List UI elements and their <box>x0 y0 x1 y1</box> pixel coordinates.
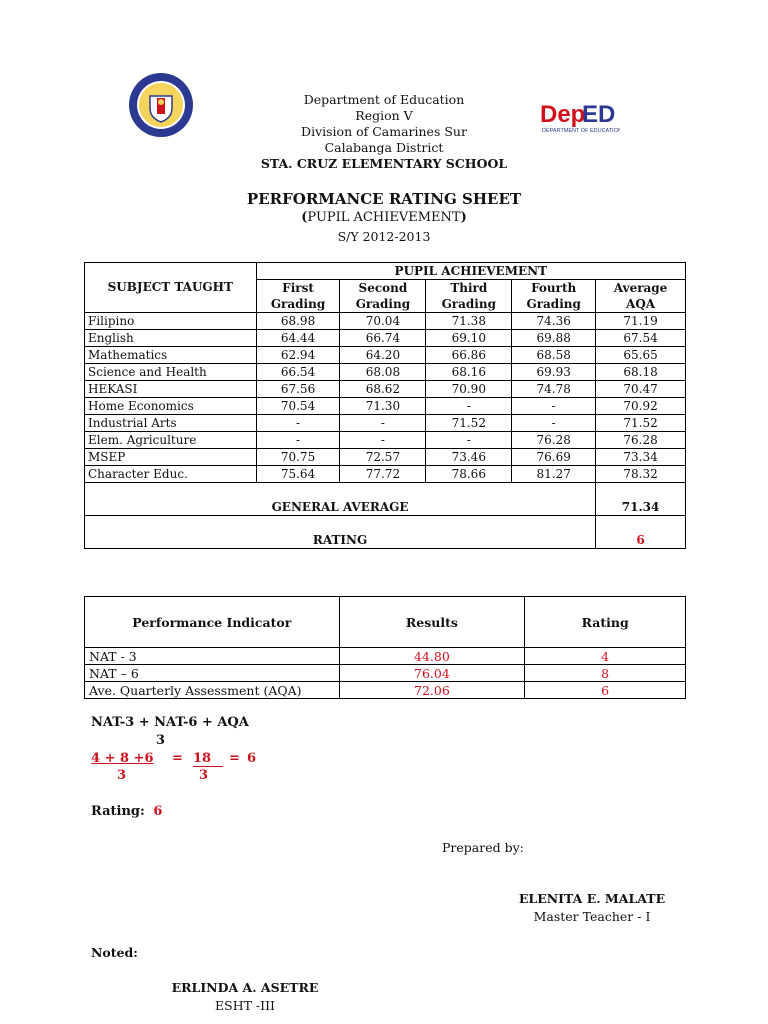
grade-cell: - <box>512 415 596 432</box>
rating-cell: 6 <box>525 682 686 699</box>
grade-cell: 78.32 <box>596 466 686 483</box>
subject-cell: English <box>85 330 257 347</box>
indicator-cell: Ave. Quarterly Assessment (AQA) <box>85 682 340 699</box>
col-header-third-l1: Third <box>426 280 512 297</box>
result-cell: 72.06 <box>339 682 525 699</box>
grade-cell: 68.18 <box>596 364 686 381</box>
deped-wordmark-ed: ED <box>582 101 616 128</box>
results-header: Results <box>339 597 525 648</box>
grade-cell: 71.38 <box>426 313 512 330</box>
table-row <box>85 665 686 682</box>
pupil-achievement-table <box>84 262 686 549</box>
grade-cell: 72.57 <box>340 449 426 466</box>
col-header-first-l2: Grading <box>256 296 340 313</box>
grade-cell: 69.88 <box>512 330 596 347</box>
grade-cell: 81.27 <box>512 466 596 483</box>
rating-value: 6 <box>596 516 686 549</box>
grade-cell: 64.44 <box>256 330 340 347</box>
final-rating <box>91 804 162 819</box>
header-school: STA. CRUZ ELEMENTARY SCHOOL <box>260 156 508 171</box>
subject-cell: Elem. Agriculture <box>85 432 257 449</box>
grade-cell: 70.90 <box>426 381 512 398</box>
subject-cell: Science and Health <box>85 364 257 381</box>
preparer-name: ELENITA E. MALATE <box>518 891 666 906</box>
col-header-average-l2: AQA <box>596 296 686 313</box>
table-row <box>85 415 686 432</box>
grade-cell: - <box>340 415 426 432</box>
table-row <box>85 648 686 665</box>
grade-cell: 76.28 <box>596 432 686 449</box>
grade-cell: 67.56 <box>256 381 340 398</box>
grade-cell: 77.72 <box>340 466 426 483</box>
grade-cell: 76.69 <box>512 449 596 466</box>
col-header-fourth-l2: Grading <box>512 296 596 313</box>
col-header-second-l2: Grading <box>340 296 426 313</box>
grade-cell: 68.08 <box>340 364 426 381</box>
subject-cell: Mathematics <box>85 347 257 364</box>
grade-cell: - <box>426 432 512 449</box>
grade-cell: 71.52 <box>596 415 686 432</box>
calc-sum: 4 + 8 +6 <box>91 751 154 766</box>
grade-cell: 68.16 <box>426 364 512 381</box>
calc-denominator-1: 3 <box>117 768 127 783</box>
grade-cell: 68.58 <box>512 347 596 364</box>
col-header-average-l1: Average <box>596 280 686 297</box>
table-row <box>85 432 686 449</box>
rating-cell: 8 <box>525 665 686 682</box>
final-rating-label: Rating: <box>91 804 145 819</box>
table-row <box>85 381 686 398</box>
subject-cell: Industrial Arts <box>85 415 257 432</box>
grade-cell: 74.36 <box>512 313 596 330</box>
prepared-by-label: Prepared by: <box>442 840 524 855</box>
grade-cell: 66.54 <box>256 364 340 381</box>
result-cell: 44.80 <box>339 648 525 665</box>
indicator-cell: NAT – 6 <box>85 665 340 682</box>
grade-cell: 65.65 <box>596 347 686 364</box>
header-district: Calabanga District <box>324 140 444 155</box>
grade-cell: 75.64 <box>256 466 340 483</box>
noted-label: Noted: <box>91 945 138 960</box>
deped-wordmark-dep: Dep <box>540 101 586 128</box>
formula-numerator: NAT-3 + NAT-6 + AQA <box>91 715 249 730</box>
indicator-cell: NAT - 3 <box>85 648 340 665</box>
grade-cell: 70.92 <box>596 398 686 415</box>
preparer-position: Master Teacher - I <box>533 909 651 924</box>
grade-cell: - <box>512 398 596 415</box>
general-average-label: GENERAL AVERAGE <box>85 483 596 516</box>
grade-cell: 70.54 <box>256 398 340 415</box>
rating-cell: 4 <box>525 648 686 665</box>
noter-name: ERLINDA A. ASETRE <box>171 980 319 995</box>
rating-header: Rating <box>525 597 686 648</box>
deped-subtext: DEPARTMENT OF EDUCATION <box>542 128 620 134</box>
grade-cell: - <box>426 398 512 415</box>
subtitle-open-paren: ( <box>301 210 308 225</box>
grade-cell: 66.74 <box>340 330 426 347</box>
grade-cell: 66.86 <box>426 347 512 364</box>
table-row <box>85 466 686 483</box>
header-department: Department of Education <box>303 92 465 107</box>
subtitle-close-paren: ) <box>460 210 467 225</box>
grade-cell: 73.34 <box>596 449 686 466</box>
rating-label: RATING <box>85 516 596 549</box>
grade-cell: 70.75 <box>256 449 340 466</box>
grade-cell: 64.20 <box>340 347 426 364</box>
table-row <box>85 313 686 330</box>
school-year: S/Y 2012-2013 <box>337 229 431 244</box>
grade-cell: 76.28 <box>512 432 596 449</box>
subject-cell: Home Economics <box>85 398 257 415</box>
grade-cell: 78.66 <box>426 466 512 483</box>
table-row <box>85 347 686 364</box>
grade-cell: 70.04 <box>340 313 426 330</box>
indicator-header: Performance Indicator <box>85 597 340 648</box>
table-row <box>85 449 686 466</box>
subject-cell: Character Educ. <box>85 466 257 483</box>
subject-cell: MSEP <box>85 449 257 466</box>
col-header-third-l2: Grading <box>426 296 512 313</box>
general-average-value: 71.34 <box>596 483 686 516</box>
formula-denominator: 3 <box>156 733 166 748</box>
grade-cell: 68.62 <box>340 381 426 398</box>
table-row <box>85 398 686 415</box>
col-header-first-l1: First <box>256 280 340 297</box>
grade-cell: 71.19 <box>596 313 686 330</box>
noter-position: ESHT -III <box>215 998 275 1013</box>
grade-cell: 68.98 <box>256 313 340 330</box>
calc-equals-1: = <box>172 751 183 766</box>
subtitle-text: PUPIL ACHIEVEMENT <box>307 210 461 225</box>
final-rating-value: 6 <box>153 804 163 819</box>
page-title: PERFORMANCE RATING SHEET <box>246 190 522 208</box>
col-header-second-l1: Second <box>340 280 426 297</box>
grade-cell: 71.52 <box>426 415 512 432</box>
grade-cell: - <box>340 432 426 449</box>
subject-taught-header: SUBJECT TAUGHT <box>85 263 257 313</box>
calc-equals-2: = <box>229 751 240 766</box>
performance-indicator-table <box>84 596 686 699</box>
grade-cell: 69.10 <box>426 330 512 347</box>
grade-cell: 70.47 <box>596 381 686 398</box>
header-division: Division of Camarines Sur <box>301 124 467 139</box>
pupil-achievement-header: PUPIL ACHIEVEMENT <box>256 263 685 280</box>
table-row <box>85 682 686 699</box>
header-region: Region V <box>355 108 413 123</box>
calc-numerator <box>91 751 154 766</box>
subject-cell: HEKASI <box>85 381 257 398</box>
table-row <box>85 330 686 347</box>
calc-result: 6 <box>247 751 257 766</box>
grade-cell: 71.30 <box>340 398 426 415</box>
grade-cell: 62.94 <box>256 347 340 364</box>
page-subtitle <box>0 210 768 226</box>
col-header-fourth-l1: Fourth <box>512 280 596 297</box>
grade-cell: 73.46 <box>426 449 512 466</box>
calc-denominator-2: 3 <box>199 768 209 783</box>
grade-cell: - <box>256 432 340 449</box>
subject-cell: Filipino <box>85 313 257 330</box>
grade-cell: 74.78 <box>512 381 596 398</box>
grade-cell: 69.93 <box>512 364 596 381</box>
grade-cell: - <box>256 415 340 432</box>
table-row <box>85 364 686 381</box>
calc-mid-numerator: 18 <box>193 751 223 767</box>
grade-cell: 67.54 <box>596 330 686 347</box>
result-cell: 76.04 <box>339 665 525 682</box>
